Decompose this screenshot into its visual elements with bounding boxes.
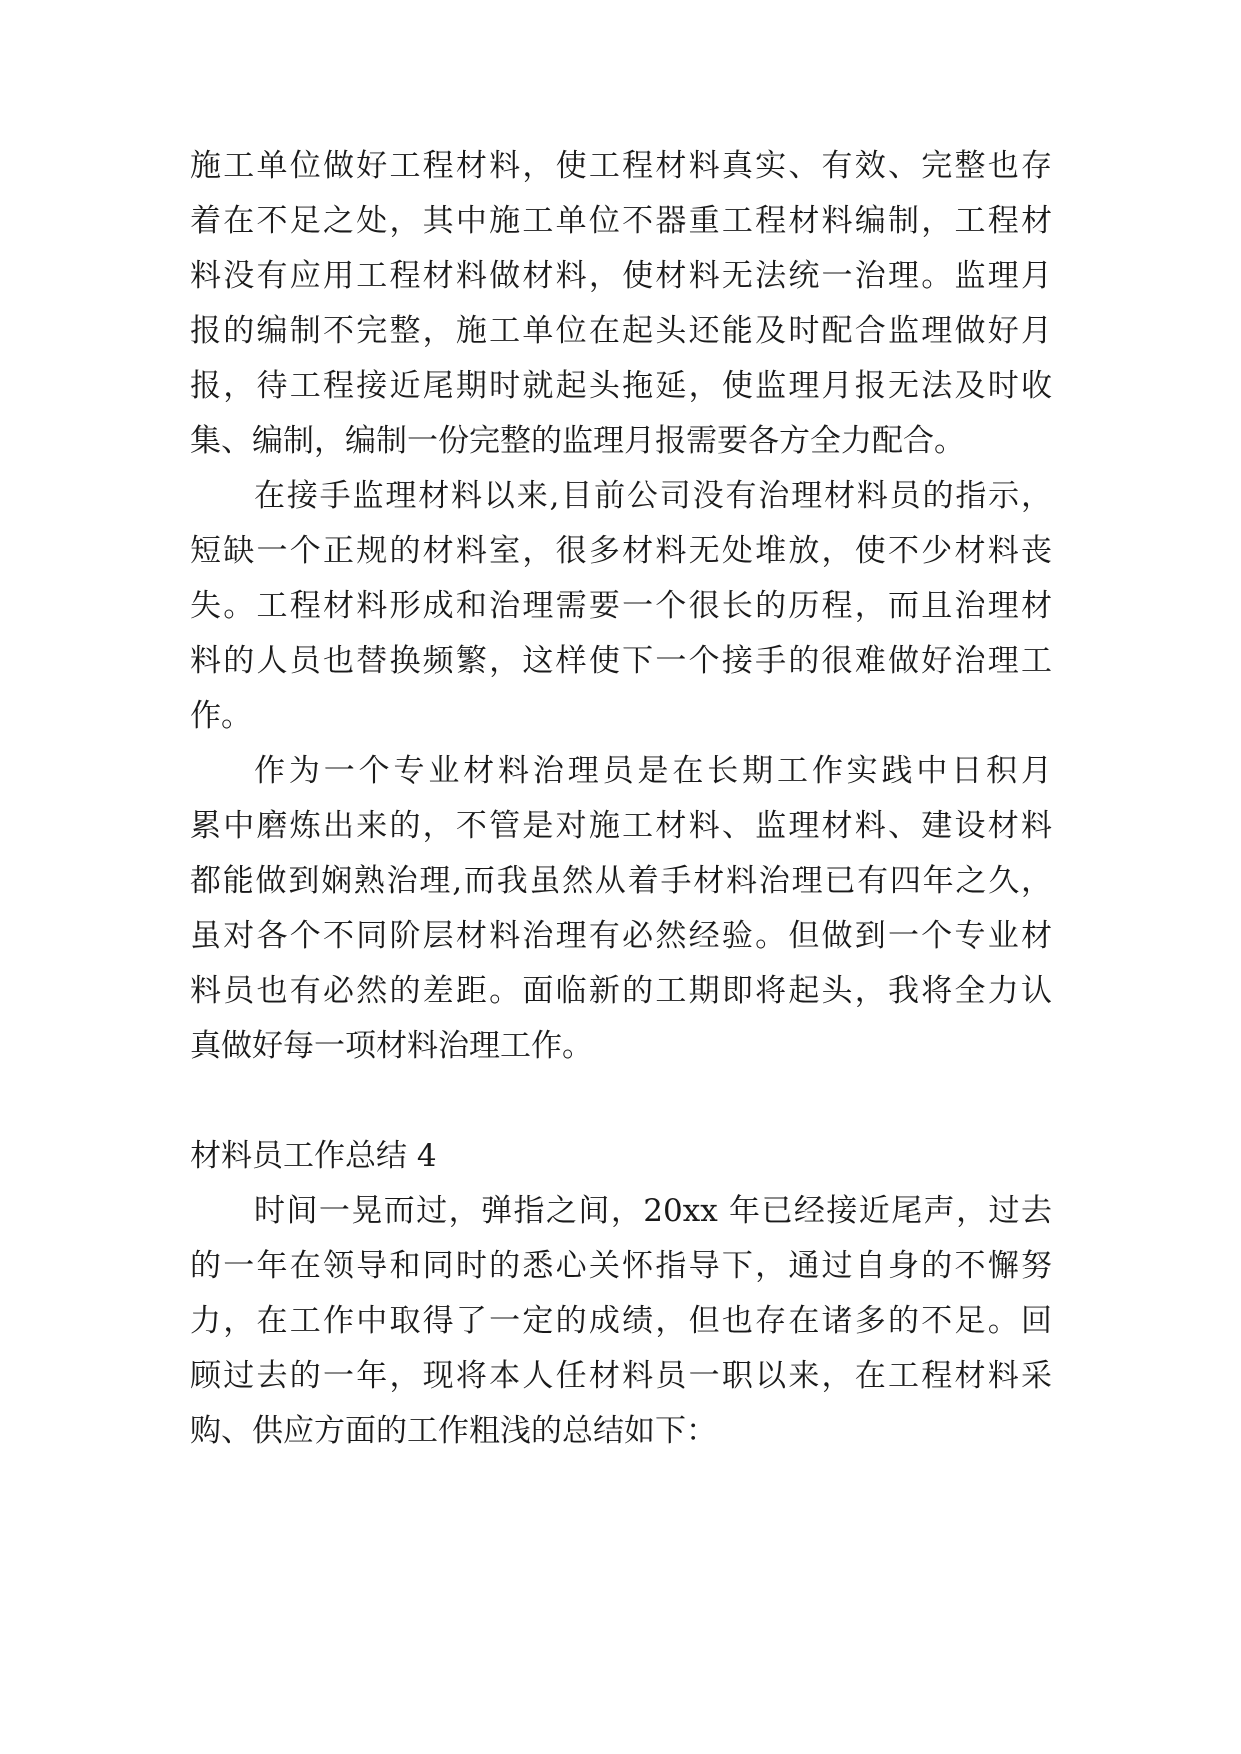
paragraph-1-line-4: 报的编制不完整，施工单位在起头还能及时配合监理做好月	[190, 313, 1052, 349]
section-title: 材料员工作总结 4	[190, 1138, 437, 1174]
paragraph-1-line-1: 施工单位做好工程材料，使工程材料真实、有效、完整也存	[190, 148, 1052, 184]
paragraph-1-line-3: 料没有应用工程材料做材料，使材料无法统一治理。监理月	[190, 258, 1052, 294]
paragraph-3-line-3: 都能做到娴熟治理,而我虽然从着手材料治理已有四年之久，	[190, 863, 1052, 899]
paragraph-2-line-2: 短缺一个正规的材料室，很多材料无处堆放，使不少材料丧	[190, 533, 1052, 569]
paragraph-4-line-2: 的一年在领导和同时的悉心关怀指导下，通过自身的不懈努	[190, 1248, 1052, 1284]
paragraph-3-line-4: 虽对各个不同阶层材料治理有必然经验。但做到一个专业材	[190, 918, 1052, 954]
paragraph-4-line-4: 顾过去的一年，现将本人任材料员一职以来，在工程材料采	[190, 1358, 1052, 1394]
paragraph-1-line-2: 着在不足之处，其中施工单位不器重工程材料编制，工程材	[190, 203, 1052, 239]
paragraph-2-line-4: 料的人员也替换频繁，这样使下一个接手的很难做好治理工	[190, 643, 1052, 679]
paragraph-1-line-6: 集、编制，编制一份完整的监理月报需要各方全力配合。	[190, 423, 965, 459]
paragraph-4-line-1: 时间一晃而过，弹指之间，20xx 年已经接近尾声，过去	[254, 1193, 1052, 1229]
paragraph-1-line-5: 报，待工程接近尾期时就起头拖延，使监理月报无法及时收	[190, 368, 1052, 404]
paragraph-2-line-1: 在接手监理材料以来,目前公司没有治理材料员的指示，	[254, 478, 1052, 514]
paragraph-2-line-3: 失。工程材料形成和治理需要一个很长的历程，而且治理材	[190, 588, 1052, 624]
paragraph-3-line-2: 累中磨炼出来的，不管是对施工材料、监理材料、建设材料	[190, 808, 1052, 844]
paragraph-3-line-1: 作为一个专业材料治理员是在长期工作实践中日积月	[254, 753, 1052, 789]
paragraph-4-line-3: 力，在工作中取得了一定的成绩，但也存在诸多的不足。回	[190, 1303, 1052, 1339]
paragraph-2-line-5: 作。	[190, 698, 252, 734]
paragraph-3-line-5: 料员也有必然的差距。面临新的工期即将起头，我将全力认	[190, 973, 1052, 1009]
paragraph-4-line-5: 购、供应方面的工作粗浅的总结如下：	[190, 1413, 717, 1449]
paragraph-3-line-6: 真做好每一项材料治理工作。	[190, 1028, 593, 1064]
